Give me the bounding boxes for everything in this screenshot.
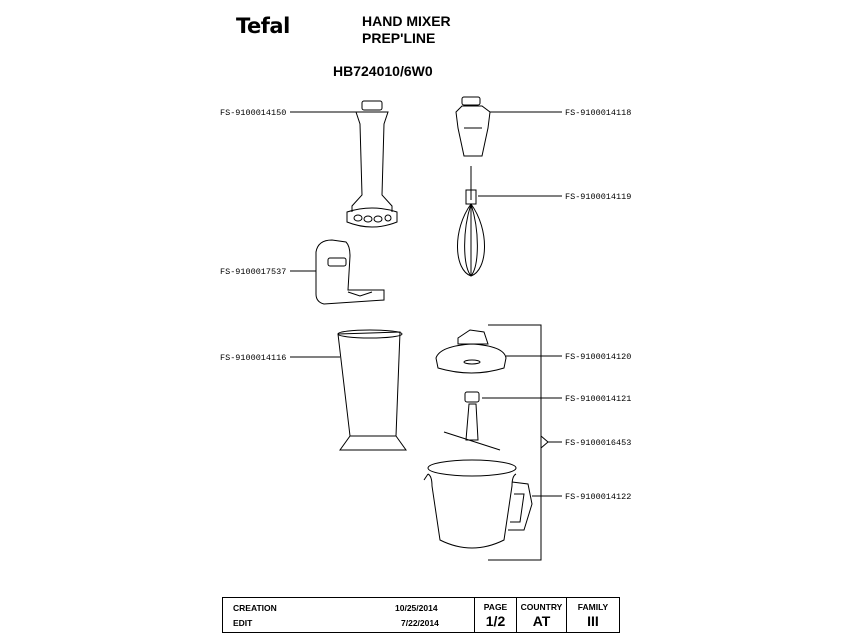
part-code-chopper-set: FS-9100016453 (565, 438, 632, 448)
creation-date: 10/25/2014 (395, 603, 438, 613)
blender-shaft-drawing (347, 101, 397, 227)
creation-label: CREATION (233, 603, 277, 613)
family-value: III (587, 613, 599, 629)
page-value: 1/2 (485, 613, 506, 629)
country-label: COUNTRY (520, 602, 563, 612)
model-number: HB724010/6W0 (333, 63, 433, 79)
edit-label: EDIT (233, 618, 253, 628)
page-label: PAGE (483, 602, 508, 612)
product-line: PREP'LINE (362, 30, 436, 46)
product-title: HAND MIXER (362, 13, 451, 29)
family-cell (567, 598, 619, 632)
chopper-lid-drawing (436, 330, 506, 373)
part-code-whisk-adaptor: FS-9100014118 (565, 108, 632, 118)
edit-date: 7/22/2014 (401, 618, 439, 628)
family-label: FAMILY (577, 602, 609, 612)
beaker-drawing (338, 330, 406, 450)
set-bracket (488, 325, 541, 560)
part-code-chopper-blade: FS-9100014121 (565, 394, 632, 404)
part-code-wall-holder: FS-9100017537 (220, 267, 287, 277)
bracket-point (541, 436, 548, 448)
dates-cell (223, 598, 475, 632)
part-code-chopper-lid: FS-9100014120 (565, 352, 632, 362)
brand-logo: Tefal (236, 14, 290, 38)
part-code-blender-shaft: FS-9100014150 (220, 108, 287, 118)
part-code-chopper-bowl: FS-9100014122 (565, 492, 632, 502)
country-cell (517, 598, 567, 632)
wall-holder-drawing (316, 240, 384, 304)
chopper-blade-drawing (444, 392, 500, 450)
page-cell (475, 598, 517, 632)
title-block (222, 597, 620, 633)
chopper-bowl-drawing (424, 460, 532, 548)
whisk-drawing (457, 166, 484, 276)
country-value: AT (532, 613, 551, 629)
whisk-adaptor-drawing (456, 97, 490, 156)
part-code-whisk: FS-9100014119 (565, 192, 632, 202)
part-code-beaker: FS-9100014116 (220, 353, 287, 363)
